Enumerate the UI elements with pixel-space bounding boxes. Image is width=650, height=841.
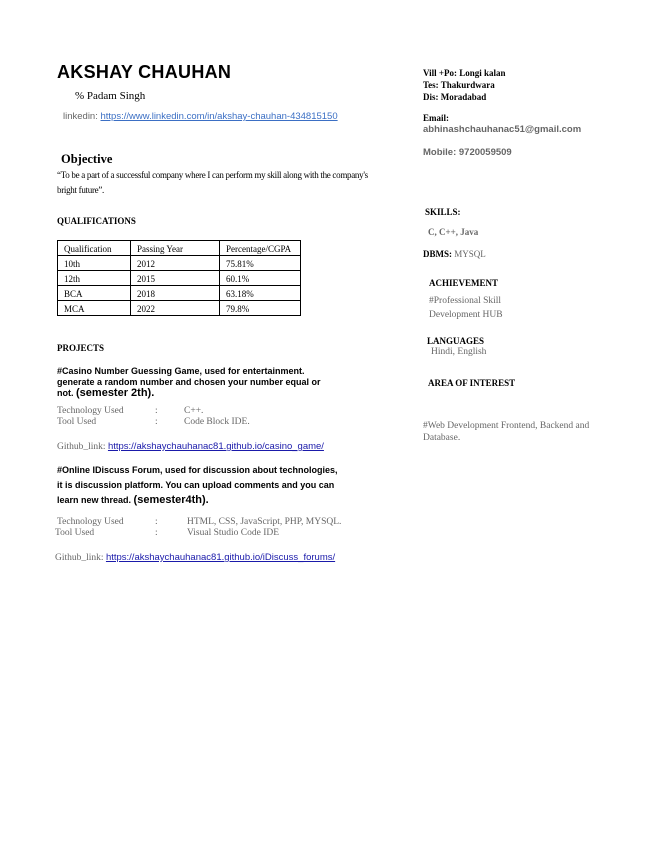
table-row bbox=[58, 301, 301, 316]
separator: : bbox=[155, 417, 158, 427]
achievement-heading: ACHIEVEMENT bbox=[429, 278, 499, 288]
table-header-cell: Passing Year bbox=[131, 241, 220, 256]
table-cell: 63.18% bbox=[220, 286, 301, 301]
project-semester: (semester4th). bbox=[133, 494, 209, 506]
table-cell: 12th bbox=[58, 271, 131, 286]
objective-text-part1: “To be a part of a successful company where I can perform my bbox=[57, 170, 266, 180]
separator: : bbox=[155, 528, 158, 538]
table-header-cell: Percentage/CGPA bbox=[220, 241, 301, 256]
project-title bbox=[57, 463, 397, 508]
skills-heading: SKILLS: bbox=[425, 207, 461, 217]
project-title bbox=[57, 366, 397, 399]
linkedin-link[interactable]: https://www.linkedin.com/in/akshay-chauhan-434815150 bbox=[100, 111, 338, 122]
email-label: Email: bbox=[423, 113, 449, 123]
table-cell: 79.8% bbox=[220, 301, 301, 316]
dbms-value: MYSQL bbox=[452, 249, 486, 259]
project-title-line-end: learn new thread. bbox=[57, 495, 132, 505]
github-row bbox=[55, 552, 335, 563]
dbms-row bbox=[423, 249, 486, 259]
table-cell: 2022 bbox=[131, 301, 220, 316]
project-title-line: #Casino Number Guessing Game, used for entertainment. bbox=[57, 366, 305, 376]
table-cell: BCA bbox=[58, 286, 131, 301]
project-title-line: #Online IDiscuss Forum, used for discussion about technologies, bbox=[57, 465, 338, 475]
table-cell: MCA bbox=[58, 301, 131, 316]
project-title-line bbox=[57, 493, 397, 508]
github-row bbox=[57, 441, 324, 452]
github-label: Github_link: bbox=[55, 553, 104, 563]
tool-used-row bbox=[57, 417, 357, 429]
dbms-label: DBMS: bbox=[423, 249, 452, 259]
table-header-row bbox=[58, 241, 301, 256]
table-cell: 2012 bbox=[131, 256, 220, 271]
project-title-line: it is discussion platform. You can upload comments and you can bbox=[57, 480, 335, 490]
projects-heading: PROJECTS bbox=[57, 343, 105, 353]
project-title-line: generate a random number and chosen your number equal or bbox=[57, 377, 321, 387]
candidate-name: AKSHAY CHAUHAN bbox=[57, 62, 232, 82]
objective-text bbox=[57, 168, 387, 198]
project-title-line bbox=[57, 388, 397, 399]
table-row bbox=[58, 271, 301, 286]
tech-used-label: Technology Used bbox=[57, 517, 124, 527]
address-block bbox=[423, 67, 506, 103]
tech-used-value: HTML, CSS, JavaScript, PHP, MYSQL. bbox=[187, 517, 342, 527]
linkedin-row bbox=[63, 111, 338, 122]
qualifications-heading: QUALIFICATIONS bbox=[57, 216, 136, 226]
area-of-interest-text: #Web Development Frontend, Backend and Database. bbox=[423, 421, 590, 443]
tech-used-value: C++. bbox=[184, 406, 204, 416]
address-line: Vill +Po: Longi kalan bbox=[423, 68, 506, 78]
address-line: Dis: Moradabad bbox=[423, 92, 487, 102]
area-of-interest-heading: AREA OF INTEREST bbox=[428, 378, 516, 388]
objective-heading: Objective bbox=[61, 152, 113, 166]
tool-used-value: Visual Studio Code IDE bbox=[187, 528, 280, 538]
table-cell: 2015 bbox=[131, 271, 220, 286]
table-cell: 60.1% bbox=[220, 271, 301, 286]
table-cell: 2018 bbox=[131, 286, 220, 301]
languages-heading: LANGUAGES bbox=[427, 336, 485, 346]
table-row bbox=[58, 256, 301, 271]
table-row bbox=[58, 286, 301, 301]
tool-used-label: Tool Used bbox=[57, 417, 97, 427]
tool-used-value: Code Block IDE. bbox=[184, 417, 250, 427]
table-cell: 75.81% bbox=[220, 256, 301, 271]
separator: : bbox=[155, 406, 158, 416]
github-label: Github_link: bbox=[57, 442, 106, 452]
achievement-text: #Professional Skill Development HUB bbox=[429, 296, 503, 320]
tech-used-label: Technology Used bbox=[57, 406, 124, 416]
email-value: abhinashchauhanac51@gmail.com bbox=[423, 124, 582, 135]
mobile-number: Mobile: 9720059509 bbox=[423, 147, 512, 158]
objective-text-part2: skill along with the company's bright future”. bbox=[57, 170, 368, 195]
table-cell: 10th bbox=[58, 256, 131, 271]
tool-used-label: Tool Used bbox=[55, 528, 95, 538]
qualifications-table bbox=[57, 240, 301, 316]
table-header-cell: Qualification bbox=[58, 241, 131, 256]
linkedin-label: linkedin: bbox=[63, 111, 98, 122]
separator: : bbox=[155, 517, 158, 527]
github-link[interactable]: https://akshaychauhanac81.github.io/iDiscuss_forums/ bbox=[105, 552, 336, 563]
github-link[interactable]: https://akshaychauhanac81.github.io/casino_game/ bbox=[107, 441, 324, 452]
address-line: Tes: Thakurdwara bbox=[423, 80, 495, 90]
project-title-line-end: not. bbox=[57, 388, 74, 398]
tool-used-row bbox=[55, 528, 385, 540]
skills-text: C, C++, Java bbox=[428, 227, 479, 237]
father-name: % Padam Singh bbox=[75, 90, 146, 102]
project-semester: (semester 2th). bbox=[76, 387, 155, 399]
languages-text: Hindi, English bbox=[431, 347, 487, 357]
